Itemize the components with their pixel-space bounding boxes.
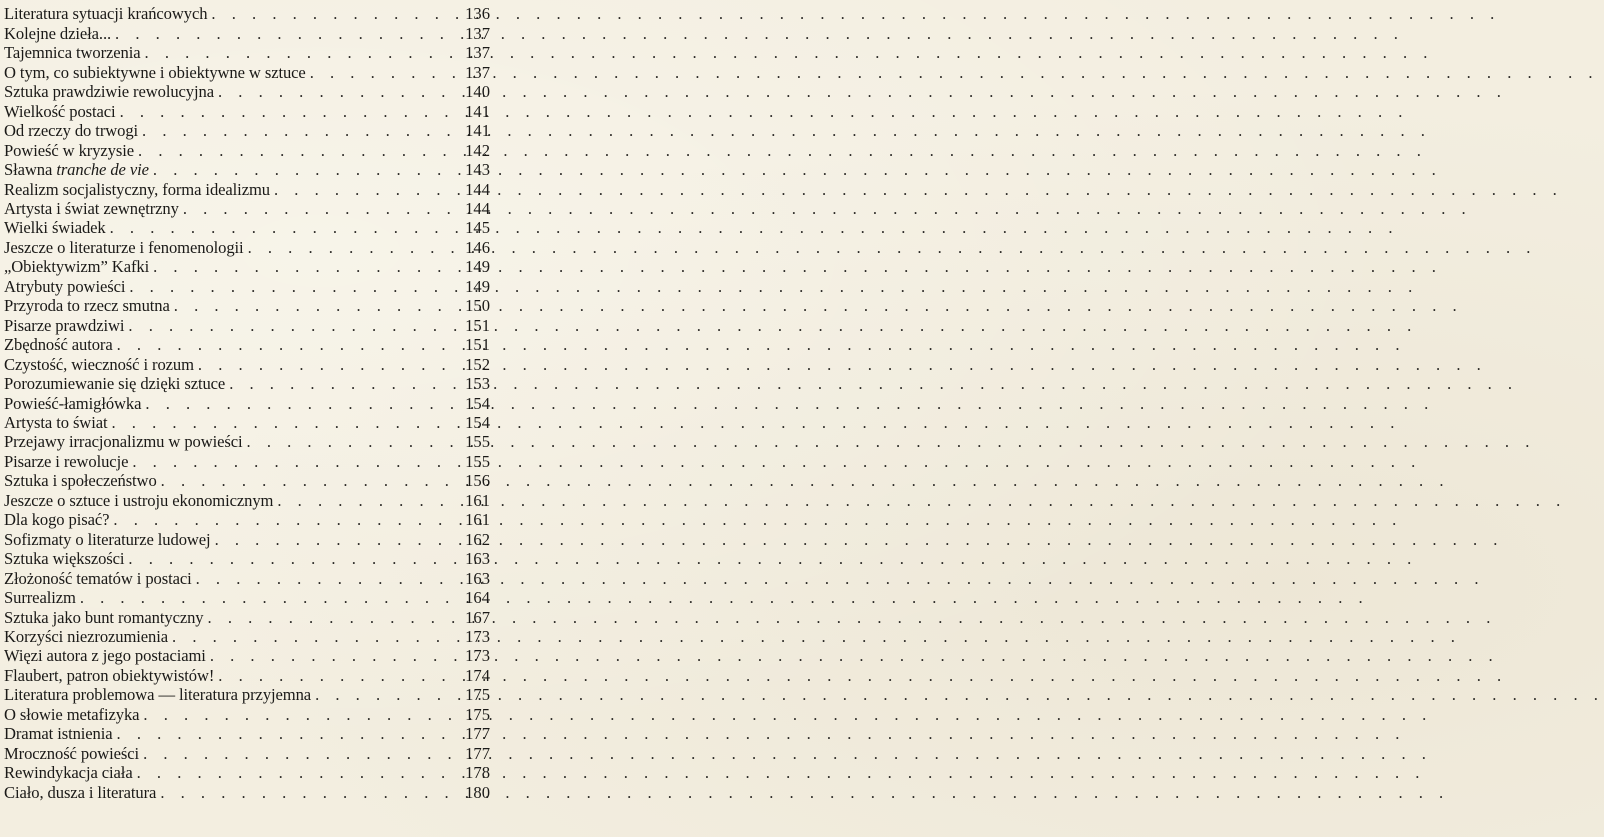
toc-entry-page-number: 153 <box>465 374 490 394</box>
toc-entry-title <box>4 453 128 471</box>
dot-leader <box>311 686 454 704</box>
toc-entry <box>4 43 490 62</box>
toc-entry <box>4 140 490 159</box>
toc-entry-title <box>4 356 194 374</box>
toc-entry <box>4 374 490 393</box>
toc-entry-page-number: 146 <box>465 237 490 257</box>
dot-leader <box>139 706 454 724</box>
toc-entry-title <box>4 219 106 237</box>
toc-entry <box>4 704 490 723</box>
toc-entry-page-number: 174 <box>465 665 490 685</box>
dot-leader <box>76 589 454 607</box>
toc-entry <box>4 451 490 470</box>
toc-entry-title-text: Kolejne dzieła... <box>4 23 112 43</box>
toc-entry-title-text: Atrybuty powieści <box>4 276 126 296</box>
toc-entry-page-number: 152 <box>465 354 490 374</box>
toc-entry <box>4 237 490 256</box>
toc-entry-title <box>4 433 243 451</box>
toc-entry-title-text: Złożoność tematów i postaci <box>4 568 192 588</box>
toc-entry-title-text: Mroczność powieści <box>4 743 140 763</box>
toc-entry-page-number: 164 <box>465 588 490 608</box>
toc-entry-title-text: Porozumiewanie się dzięki sztuce <box>4 374 226 394</box>
toc-entry-page-number: 137 <box>465 62 490 82</box>
toc-entry-title <box>4 44 141 62</box>
toc-entry-page-number: 137 <box>465 43 490 63</box>
toc-entry-title <box>4 83 214 101</box>
toc-entry <box>4 23 490 42</box>
dot-leader <box>194 356 454 374</box>
toc-entry <box>4 121 490 140</box>
toc-entry-page-number: 141 <box>465 121 490 141</box>
toc-entry <box>4 743 490 762</box>
toc-entry-title <box>4 492 273 510</box>
toc-entry-title-text: Powieść-łamigłówka <box>4 393 142 413</box>
toc-entry <box>4 82 490 101</box>
toc-entry-page-number: 175 <box>465 685 490 705</box>
toc-entry <box>4 763 490 782</box>
toc-entry-title-text: Dramat istnienia <box>4 724 113 744</box>
toc-entry-page-number: 150 <box>465 296 490 316</box>
toc-entry-title <box>4 375 225 393</box>
toc-entry-page-number: 155 <box>465 432 490 452</box>
toc-entry-title-text: Sztuka jako bunt romantyczny <box>4 607 204 627</box>
dot-leader <box>168 628 454 646</box>
toc-entry-page-number: 178 <box>465 763 490 783</box>
toc-entry <box>4 782 490 801</box>
toc-entry-title-text: Literatura problemowa — literatura przyjemna <box>4 685 312 705</box>
toc-entry <box>4 296 490 315</box>
toc-entry-title <box>4 181 270 199</box>
dot-leader <box>207 5 454 23</box>
toc-entry-page-number: 155 <box>465 451 490 471</box>
toc-entry-title-text: Wielkość postaci <box>4 101 116 121</box>
dot-leader <box>134 142 454 160</box>
toc-entry <box>4 510 490 529</box>
dot-leader <box>204 609 454 627</box>
dot-leader <box>107 414 454 432</box>
toc-entry <box>4 335 490 354</box>
dot-leader <box>225 375 454 393</box>
toc-entry <box>4 413 490 432</box>
toc-entry <box>4 529 490 548</box>
dot-leader <box>141 395 454 413</box>
dot-leader <box>214 667 454 685</box>
toc-entry <box>4 160 490 179</box>
dot-leader <box>116 103 454 121</box>
toc-entry <box>4 471 490 490</box>
toc-entry-title-text: Jeszcze o sztuce i ustroju ekonomicznym <box>4 490 274 510</box>
toc-entry-title-text: Przejawy irracjonalizmu w powieści <box>4 432 243 452</box>
dot-leader <box>139 745 454 763</box>
dot-leader <box>133 764 454 782</box>
toc-entry-page-number: 175 <box>465 704 490 724</box>
toc-entry-title <box>4 589 76 607</box>
toc-entry <box>4 685 490 704</box>
toc-entry-title-text: Artysta i świat zewnętrzny <box>4 198 179 218</box>
dot-leader <box>306 64 454 82</box>
toc-entry-page-number: 137 <box>465 23 490 43</box>
toc-entry-title <box>4 278 125 296</box>
toc-entry-page-number: 154 <box>465 412 490 432</box>
toc-entry-title-text: Artysta to świat <box>4 412 108 432</box>
dot-leader <box>170 297 454 315</box>
toc-entry-title <box>4 667 214 685</box>
toc-entry-title <box>4 531 211 549</box>
dot-leader <box>273 492 454 510</box>
toc-entry-page-number: 177 <box>465 743 490 763</box>
toc-entry-title-text: Rewindykacja ciała <box>4 763 133 783</box>
toc-entry-title-text: O słowie metafizyka <box>4 704 140 724</box>
toc-entry-page-number: 173 <box>465 646 490 666</box>
toc-entry-title-text: Wielki świadek <box>4 218 106 238</box>
toc-entry-title-text: Flaubert, patron obiektywistów! <box>4 665 215 685</box>
toc-entry-title <box>4 64 306 82</box>
toc-entry <box>4 179 490 198</box>
toc-entry-title <box>4 161 149 179</box>
toc-entry-page-number: 161 <box>465 490 490 510</box>
toc-entry-page-number: 161 <box>465 510 490 530</box>
dot-leader <box>125 278 454 296</box>
toc-entry-page-number: 180 <box>465 782 490 802</box>
dot-leader <box>149 258 454 276</box>
toc-entry-title <box>4 5 207 23</box>
toc-entry-page-number: 144 <box>465 198 490 218</box>
toc-entry-title <box>4 784 156 802</box>
toc-entry-title <box>4 414 107 432</box>
toc-entry-title <box>4 317 124 335</box>
toc-entry <box>4 490 490 509</box>
toc-entry <box>4 315 490 334</box>
toc-entry <box>4 549 490 568</box>
toc-entry <box>4 4 490 23</box>
toc-entry-title <box>4 686 311 704</box>
toc-entry-title-text: Sztuka i społeczeństwo <box>4 471 157 491</box>
toc-entry <box>4 588 490 607</box>
dot-leader <box>214 83 454 101</box>
toc-entry-page-number: 151 <box>465 335 490 355</box>
toc-entry-title-text: Ciało, dusza i literatura <box>4 782 157 802</box>
toc-entry-page-number: 154 <box>465 393 490 413</box>
toc-entry-title-text: Powieść w kryzysie <box>4 140 135 160</box>
toc-entry <box>4 724 490 743</box>
toc-entry-title <box>4 336 113 354</box>
toc-entry-title-text: Więzi autora z jego postaciami <box>4 646 206 666</box>
toc-entry <box>4 607 490 626</box>
dot-leader <box>270 181 454 199</box>
toc-entry-title-text: Pisarze i rewolucje <box>4 451 129 471</box>
dot-leader <box>156 784 454 802</box>
dot-leader <box>149 161 454 179</box>
dot-leader <box>124 317 454 335</box>
toc-entry-title <box>4 706 139 724</box>
toc-entry <box>4 354 490 373</box>
toc-entry-title-text: „Obiektywizm” Kafki <box>4 257 150 277</box>
toc-entry-title <box>4 745 139 763</box>
toc-entry-title-text: Dla kogo pisać? <box>4 510 110 530</box>
toc-entry-title <box>4 647 206 665</box>
toc-entry-page-number: 136 <box>465 4 490 24</box>
toc-entry-title-italic: tranche de vie <box>56 160 149 180</box>
toc-entry-page-number: 151 <box>465 315 490 335</box>
toc-entry-title <box>4 25 111 43</box>
toc-entry-page-number: 141 <box>465 101 490 121</box>
toc-entry-title-text: Sławna <box>4 160 57 180</box>
toc-entry <box>4 62 490 81</box>
toc-entry-page-number: 143 <box>465 160 490 180</box>
dot-leader <box>244 239 454 257</box>
table-of-contents <box>4 4 490 802</box>
toc-entry-title-text: Pisarze prawdziwi <box>4 315 125 335</box>
toc-entry-title <box>4 258 149 276</box>
dot-leader <box>113 725 454 743</box>
toc-entry-title-text: Zbędność autora <box>4 335 113 355</box>
dot-leader <box>138 122 454 140</box>
toc-entry-title-text: Czystość, wieczność i rozum <box>4 354 194 374</box>
toc-entry-title <box>4 103 116 121</box>
dot-leader <box>109 511 454 529</box>
toc-entry-title-text: Sofizmaty o literaturze ludowej <box>4 529 211 549</box>
toc-entry-title <box>4 200 179 218</box>
toc-entry-title <box>4 472 157 490</box>
toc-entry-title-text: Jeszcze o literaturze i fenomenologii <box>4 237 244 257</box>
toc-entry <box>4 432 490 451</box>
toc-entry-title <box>4 628 168 646</box>
toc-entry-title <box>4 725 113 743</box>
toc-entry-title-text: Tajemnica tworzenia <box>4 43 141 63</box>
toc-entry <box>4 665 490 684</box>
toc-entry-title <box>4 239 244 257</box>
toc-entry-title <box>4 609 204 627</box>
dot-leader <box>211 531 454 549</box>
dot-leader <box>128 453 454 471</box>
toc-entry-title <box>4 395 141 413</box>
toc-entry-page-number: 156 <box>465 471 490 491</box>
toc-entry-title <box>4 764 133 782</box>
toc-entry-title-text: Korzyści niezrozumienia <box>4 626 169 646</box>
toc-entry-page-number: 177 <box>465 724 490 744</box>
toc-entry-title-text: Sztuka większości <box>4 549 125 569</box>
toc-entry <box>4 568 490 587</box>
toc-entry-page-number: 167 <box>465 607 490 627</box>
toc-entry-page-number: 173 <box>465 626 490 646</box>
dot-leader <box>111 25 454 43</box>
dot-leader <box>157 472 454 490</box>
toc-entry-page-number: 144 <box>465 179 490 199</box>
toc-entry-page-number: 142 <box>465 140 490 160</box>
toc-entry-page-number: 163 <box>465 549 490 569</box>
toc-entry <box>4 627 490 646</box>
toc-entry-title-text: Realizm socjalistyczny, forma idealizmu <box>4 179 270 199</box>
dot-leader <box>141 44 454 62</box>
toc-entry-page-number: 149 <box>465 276 490 296</box>
toc-entry <box>4 257 490 276</box>
dot-leader <box>243 433 454 451</box>
toc-entry-title-text: Literatura sytuacji krańcowych <box>4 4 208 24</box>
toc-entry <box>4 199 490 218</box>
dot-leader <box>206 647 454 665</box>
toc-entry-title-text: Sztuka prawdziwie rewolucyjna <box>4 82 214 102</box>
toc-entry-page-number: 145 <box>465 218 490 238</box>
toc-entry-title-text: Od rzeczy do trwogi <box>4 121 139 141</box>
toc-entry-title <box>4 511 109 529</box>
toc-entry-title <box>4 142 134 160</box>
toc-entry-page-number: 163 <box>465 568 490 588</box>
toc-entry-title-text: Przyroda to rzecz smutna <box>4 296 170 316</box>
dot-leader <box>124 550 454 568</box>
dot-leader <box>179 200 454 218</box>
toc-entry <box>4 393 490 412</box>
dot-leader <box>106 219 454 237</box>
toc-entry-page-number: 140 <box>465 82 490 102</box>
toc-entry <box>4 218 490 237</box>
toc-entry <box>4 276 490 295</box>
toc-entry-title <box>4 570 192 588</box>
toc-entry-page-number: 162 <box>465 529 490 549</box>
toc-entry-title <box>4 297 170 315</box>
toc-entry <box>4 101 490 120</box>
toc-entry-title-text: O tym, co subiektywne i obiektywne w sztuce <box>4 62 306 82</box>
toc-entry-title <box>4 122 138 140</box>
toc-entry-title-text: Surrealizm <box>4 588 76 608</box>
toc-entry <box>4 646 490 665</box>
dot-leader <box>192 570 454 588</box>
toc-entry-page-number: 149 <box>465 257 490 277</box>
dot-leader <box>113 336 454 354</box>
toc-entry-title <box>4 550 124 568</box>
